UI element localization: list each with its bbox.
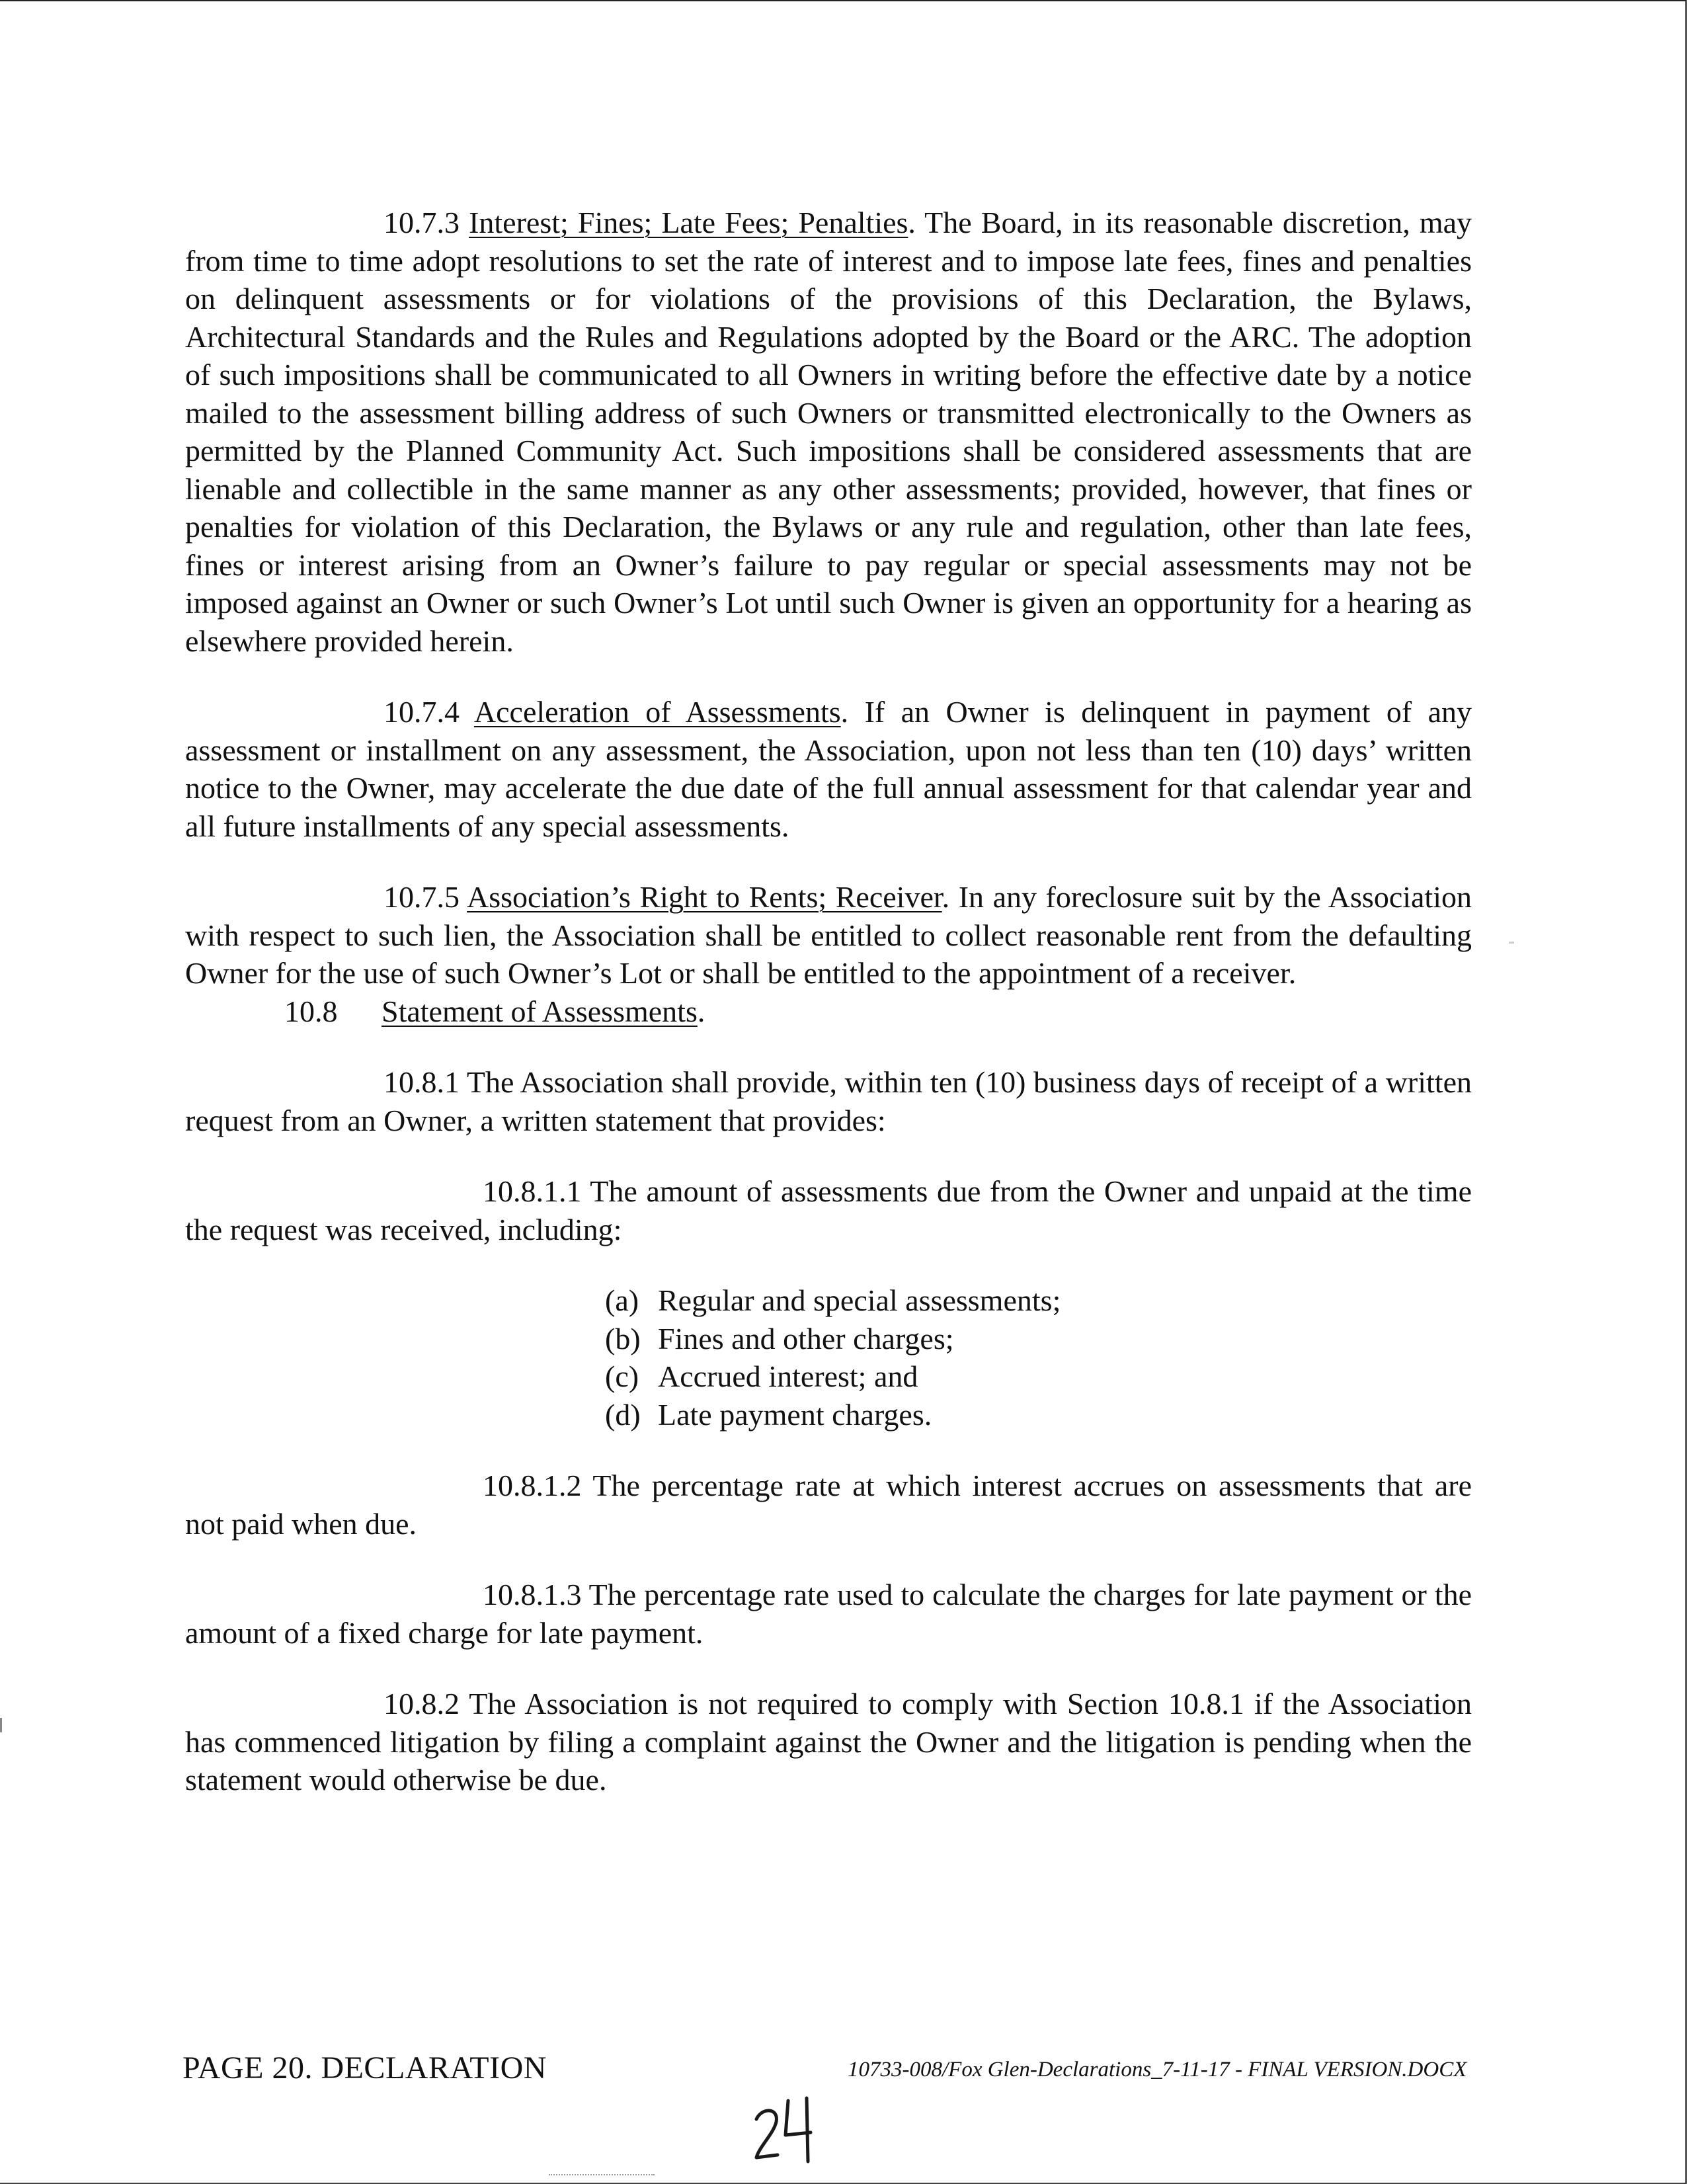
scan-edge-mark xyxy=(0,1718,2,1732)
section-number: 10.7.4 xyxy=(383,695,460,729)
document-body xyxy=(185,204,1472,1799)
section-10-7-5: 10.7.5 Association’s Right to Rents; Receiver. In any foreclosure suit by the Association with respect to such lien, the Association shall be entitled to collect reasonable rent from the defaulting Owner for the use of such Owner’s Lot or shall be entitled to the appointment of a receiver. xyxy=(185,880,1472,990)
section-title: Interest; Fines; Late Fees; Penalties xyxy=(469,206,908,239)
footer-page-label: PAGE 20. DECLARATION xyxy=(182,2050,547,2085)
section-number: 10.7.5 xyxy=(383,880,460,914)
assessment-list xyxy=(185,1281,1472,1434)
section-title: Acceleration of Assessments xyxy=(473,695,841,729)
scan-artifact-line xyxy=(549,2174,655,2175)
heading-title: Statement of Assessments xyxy=(382,994,698,1028)
heading-number: 10.8 xyxy=(284,994,338,1028)
scan-speck xyxy=(1509,942,1514,944)
list-item-text: Late payment charges. xyxy=(658,1397,932,1432)
heading-10-8: 10.8 Statement of Assessments. xyxy=(185,992,1472,1031)
handwritten-page-number xyxy=(747,2093,826,2165)
list-item-label: (d) xyxy=(605,1397,641,1432)
list-item-label: (a) xyxy=(605,1283,639,1317)
section-body: In any foreclosure suit by the Association with respect to such lien, the Association shall be entitled to collect reasonable rent from the defaulting Owner for the use of such Owner’s Lot or shall be entitled to the appointment of a receiver. xyxy=(185,880,1472,990)
section-body: If an Owner is delinquent in payment of any assessment or installment on any assessment, the Association, upon not less than ten (10) days’ written notice to the Owner, may accelerate the due date of the full annual assessment for that calendar year and all future installments of any special assessments. xyxy=(185,695,1472,843)
paragraph-10-8-1-2: 10.8.1.2 The percentage rate at which interest accrues on assessments that are not paid when due. xyxy=(185,1469,1472,1541)
list-item-label: (b) xyxy=(605,1321,641,1355)
list-item-label: (c) xyxy=(605,1359,639,1393)
paragraph-10-8-1: 10.8.1 The Association shall provide, within ten (10) business days of receipt of a written request from an Owner, a written statement that provides: xyxy=(185,1065,1472,1137)
list-item xyxy=(605,1281,1472,1320)
footer-file-path: 10733-008/Fox Glen-Declarations_7-11-17 - FINAL VERSION.DOCX xyxy=(848,2058,1467,2082)
list-item-text: Regular and special assessments; xyxy=(658,1283,1061,1317)
list-item xyxy=(605,1357,1472,1396)
list-item xyxy=(605,1320,1472,1358)
list-item-text: Accrued interest; and xyxy=(658,1359,918,1393)
list-item-text: Fines and other charges; xyxy=(658,1321,954,1355)
list-item xyxy=(605,1396,1472,1434)
paragraph-10-8-1-3: 10.8.1.3 The percentage rate used to calculate the charges for late payment or the amount of a fixed charge for late payment. xyxy=(185,1578,1472,1650)
section-number: 10.7.3 xyxy=(383,206,460,239)
paragraph-10-8-2: 10.8.2 The Association is not required to comply with Section 10.8.1 if the Association has commenced litigation by filing a complaint against the Owner and the litigation is pending when the statement would otherwise be due. xyxy=(185,1687,1472,1797)
section-body: The Board, in its reasonable discretion, may from time to time adopt resolutions to set the rate of interest and to impose late fees, fines and penalties on delinquent assessments or for violations of the provisions of this Declaration, the Bylaws, Architectural Standards and the Rules and Regulations adopted by the Board or the ARC. The adoption of such impositions shall be communicated to all Owners in writing before the effective date by a notice mailed to the assessment billing address of such Owners or transmitted electronically to the Owners as permitted by the Planned Community Act. Such impositions shall be considered assessments that are lienable and collectible in the same manner as any other assessments; provided, however, that fines or penalties for violation of this Declaration, the Bylaws or any rule and regulation, other than late fees, fines or interest arising from an Owner’s failure to pay regular or special assessments may not be imposed against an Owner or such Owner’s Lot until such Owner is given an opportunity for a hearing as elsewhere provided herein. xyxy=(185,206,1472,658)
section-10-7-4: 10.7.4 Acceleration of Assessments. If an Owner is delinquent in payment of any assessment or installment on any assessment, the Association, upon not less than ten (10) days’ written notice to the Owner, may accelerate the due date of the full annual assessment for that calendar year and all future installments of any special assessments. xyxy=(185,695,1472,843)
section-title: Association’s Right to Rents; Receiver xyxy=(467,880,942,914)
section-10-7-3: 10.7.3 Interest; Fines; Late Fees; Penalties. The Board, in its reasonable discretion, may from time to time adopt resolutions to set the rate of interest and to impose late fees, fines and penalties on delinquent assessments or for violations of the provisions of this Declaration, the Bylaws, Architectural Standards and the Rules and Regulations adopted by the Board or the ARC. The adoption of such impositions shall be communicated to all Owners in writing before the effective date by a notice mailed to the assessment billing address of such Owners or transmitted electronically to the Owners as permitted by the Planned Community Act. Such impositions shall be considered assessments that are lienable and collectible in the same manner as any other assessments; provided, however, that fines or penalties for violation of this Declaration, the Bylaws or any rule and regulation, other than late fees, fines or interest arising from an Owner’s failure to pay regular or special assessments may not be imposed against an Owner or such Owner’s Lot until such Owner is given an opportunity for a hearing as elsewhere provided herein. xyxy=(185,206,1472,658)
paragraph-10-8-1-1: 10.8.1.1 The amount of assessments due from the Owner and unpaid at the time the request was received, including: xyxy=(185,1174,1472,1246)
